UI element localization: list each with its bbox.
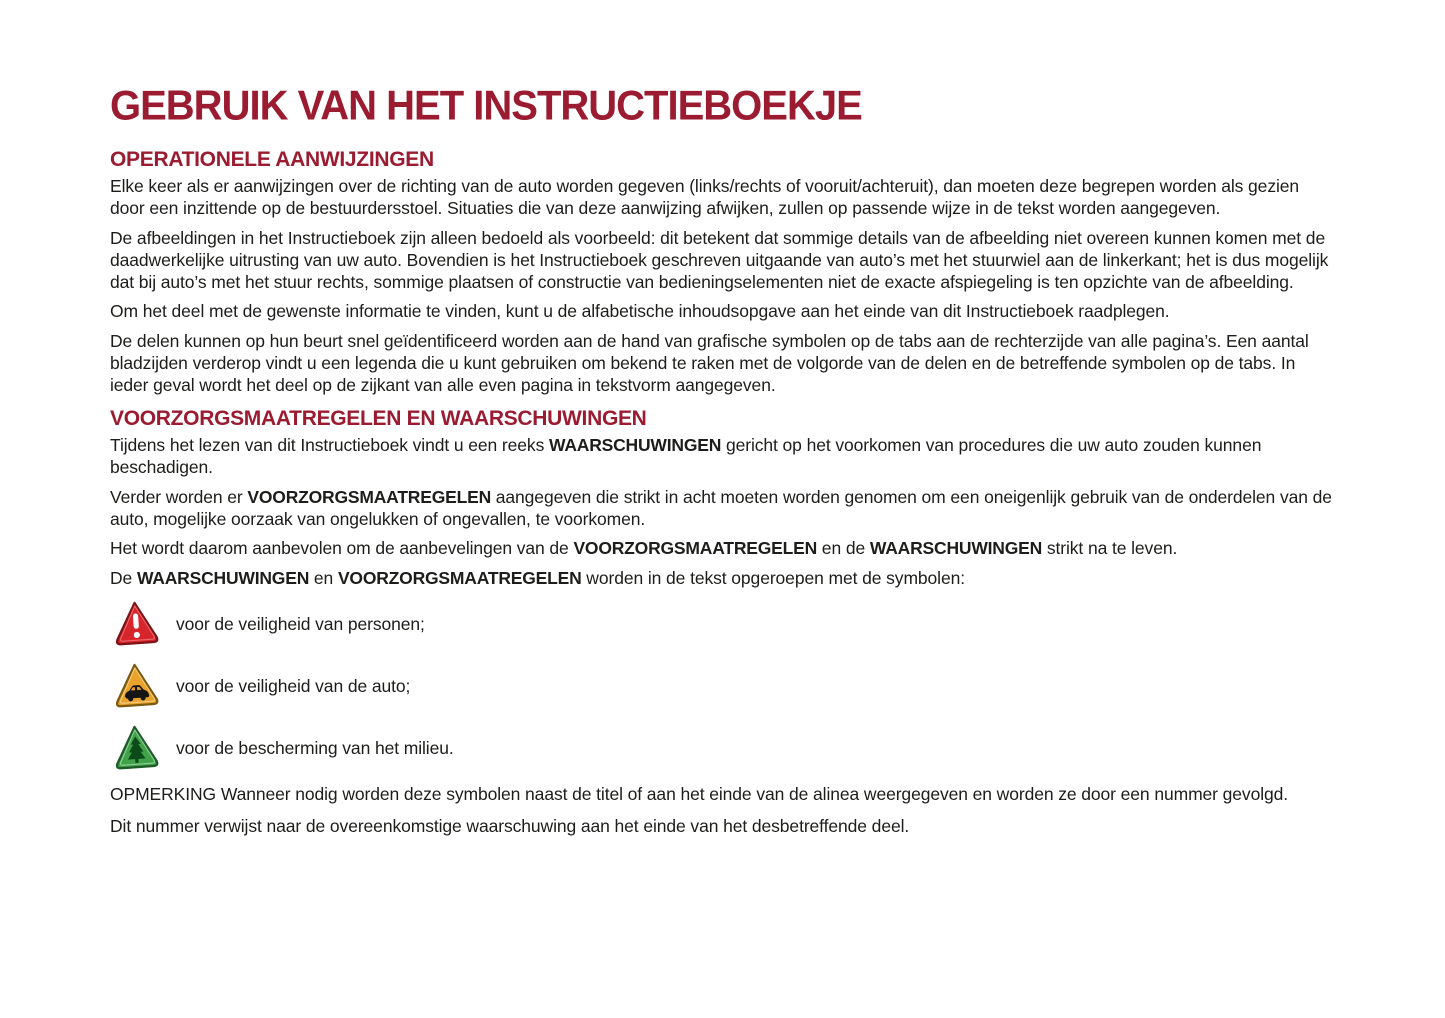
section-heading-operational: OPERATIONELE AANWIJZINGEN xyxy=(110,148,434,171)
warning-symbol-legend xyxy=(110,598,1337,774)
legend-label: voor de veiligheid van personen; xyxy=(176,613,425,634)
paragraph: Tijdens het lezen van dit Instructieboek vindt u een reeks WAARSCHUWINGEN gericht op het voorkomen van procedures die uw auto zouden kunnen beschadigen. xyxy=(110,434,1262,477)
paragraph: De delen kunnen op hun beurt snel geïdentificeerd worden aan de hand van grafische symbolen op de tabs aan de rechterzijde van alle pagina’s. Een aantal bladzijden verderop vindt u een legenda die u kunt gebruiken om bekend te raken met de volgorde van de delen en de betreffende symbolen op de tabs. In ieder geval wordt het deel op de zijkant van alle even pagina in tekstvorm aangegeven. xyxy=(110,331,1309,395)
legend-label: voor de bescherming van het milieu. xyxy=(176,737,454,758)
paragraph: De WAARSCHUWINGEN en VOORZORGSMAATREGELEN worden in de tekst opgeroepen met de symbolen: xyxy=(110,568,966,589)
environment-protection-icon xyxy=(112,722,160,774)
legend-row-person-safety xyxy=(112,598,1337,650)
paragraph: Om het deel met de gewenste informatie te vinden, kunt u de alfabetische inhoudsopgave aan het einde van dit Instructieboek raadplegen. xyxy=(110,301,1170,322)
paragraph: De afbeeldingen in het Instructieboek zijn alleen bedoeld als voorbeeld: dit betekent dat sommige details van de afbeelding niet overeen kunnen komen met de daadwerkelijke uitrusting van uw auto. Bovendien is het Instructieboek geschreven uitgaande van auto’s met het stuurwiel aan de linkerkant; het is dus mogelijk dat bij auto’s met het stuur rechts, sommige plaatsen of constructie van bedieningselementen niet de exacte afspiegeling is ten opzichte van de afbeelding. xyxy=(110,227,1329,292)
paragraph: Het wordt daarom aanbevolen om de aanbevelingen van de VOORZORGSMAATREGELEN en de WAARSCHUWINGEN strikt na te leven. xyxy=(110,538,1178,559)
note-paragraph: OPMERKING Wanneer nodig worden deze symbolen naast de titel of aan het einde van de alinea weergegeven en worden ze door een nummer gevolgd. xyxy=(110,784,1289,805)
legend-label: voor de veiligheid van de auto; xyxy=(176,675,411,696)
car-safety-warning-icon xyxy=(112,660,160,712)
paragraph: Elke keer als er aanwijzingen over de richting van de auto worden gegeven (links/rechts of vooruit/achteruit), dan moeten deze begrepen worden als gezien door een inzittende op de bestuurdersstoel. Situaties die van deze aanwijzing afwijken, zullen op passende wijze in de tekst worden aangegeven. xyxy=(110,176,1300,218)
note-paragraph: Dit nummer verwijst naar de overeenkomstige waarschuwing aan het einde van het desbetreffende deel. xyxy=(110,816,910,836)
paragraph: Verder worden er VOORZORGSMAATREGELEN aangegeven die strikt in acht moeten worden genomen om een oneigenlijk gebruik van de onderdelen van de auto, mogelijke oorzaak van ongelukken of ongevallen, te voorkomen. xyxy=(110,486,1332,529)
person-safety-warning-icon xyxy=(112,598,160,650)
notes-section xyxy=(110,784,1337,838)
legend-row-environment xyxy=(112,722,1337,774)
legend-row-car-safety xyxy=(112,660,1337,712)
page-title: GEBRUIK VAN HET INSTRUCTIEBOEKJE xyxy=(110,82,862,129)
section-heading-precautions: VOORZORGSMAATREGELEN EN WAARSCHUWINGEN xyxy=(110,406,647,430)
